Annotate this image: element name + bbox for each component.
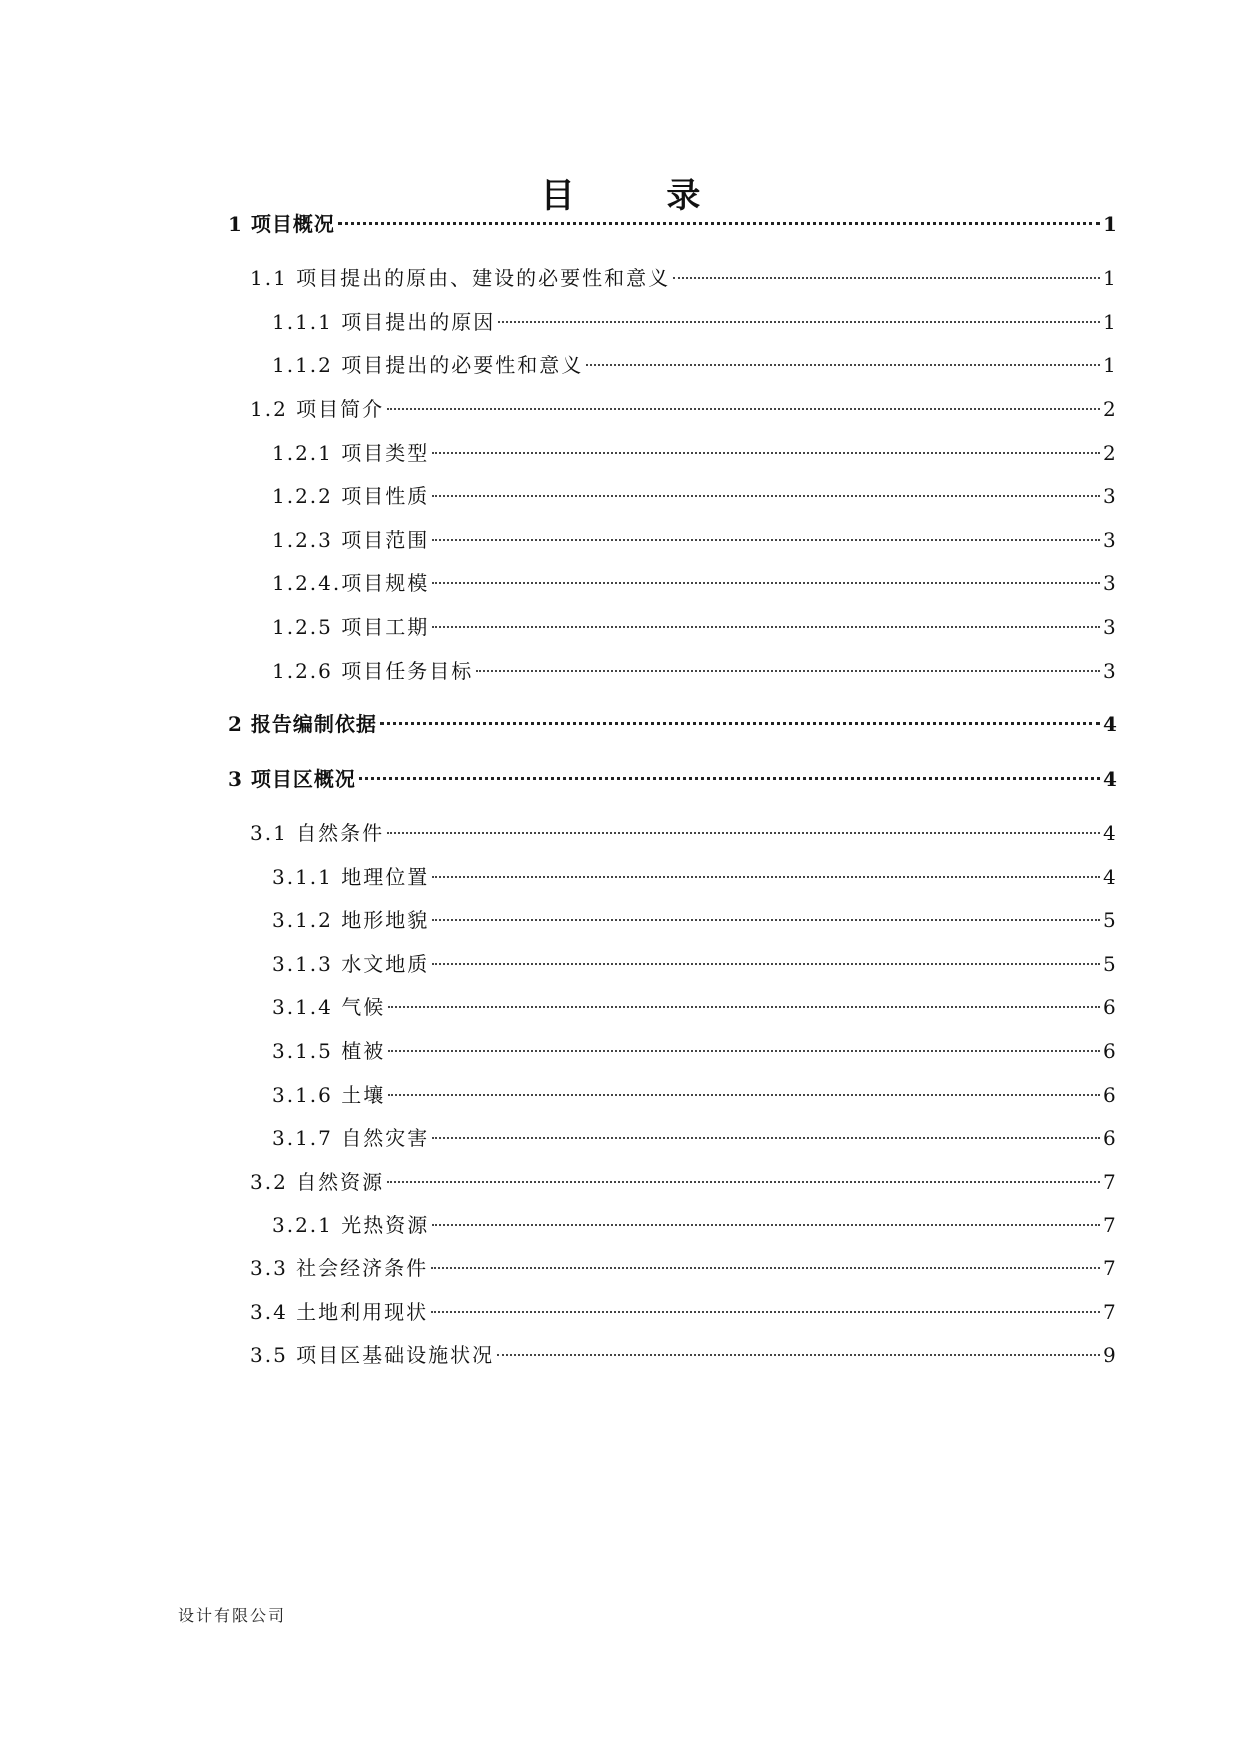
- toc-entry-page-number: 1: [1103, 266, 1116, 290]
- toc-entry[interactable]: [0, 262, 1241, 294]
- dot-leader: [673, 277, 1100, 279]
- toc-entry[interactable]: [0, 611, 1241, 643]
- page-title: 目 录: [540, 176, 741, 216]
- dot-leader: [432, 452, 1100, 454]
- dot-leader: [497, 1354, 1100, 1356]
- toc-entry[interactable]: [0, 1166, 1241, 1198]
- toc-entry-title: 3.4 土地利用现状: [250, 1300, 429, 1324]
- toc-entry-title: 3.1 自然条件: [250, 821, 385, 845]
- toc-entry-title: 3.1.2 地形地貌: [272, 908, 430, 932]
- footer-company: 设计有限公司: [178, 1606, 287, 1625]
- toc-entry-page-number: 3: [1103, 659, 1116, 683]
- dot-leader: [432, 1224, 1100, 1226]
- toc-entry-title: 3.1.3 水文地质: [272, 952, 430, 976]
- dot-leader: [476, 670, 1100, 672]
- toc-entry-title: 1.2.3 项目范围: [272, 528, 430, 552]
- toc-entry[interactable]: [0, 904, 1241, 936]
- toc-entry-title: 3.1.1 地理位置: [272, 865, 430, 889]
- toc-entry-page-number: 7: [1103, 1213, 1116, 1237]
- toc-entry[interactable]: [0, 208, 1241, 240]
- toc-entry-title: 3.5 项目区基础设施状况: [250, 1343, 495, 1367]
- toc-entry[interactable]: [0, 1252, 1241, 1284]
- toc-entry[interactable]: [0, 1296, 1241, 1328]
- dot-leader: [388, 1050, 1100, 1052]
- toc-entry-page-number: 3: [1103, 571, 1116, 595]
- dot-leader: [432, 919, 1100, 921]
- toc-entry[interactable]: [0, 655, 1241, 687]
- toc-entry-title: 1.2.5 项目工期: [272, 615, 430, 639]
- toc-entry-page-number: 1: [1103, 310, 1116, 334]
- dot-leader: [380, 722, 1100, 725]
- toc-entry[interactable]: [0, 861, 1241, 893]
- toc-entry-page-number: 9: [1103, 1343, 1116, 1367]
- toc-entry-page-number: 5: [1103, 952, 1116, 976]
- dot-leader: [359, 777, 1100, 780]
- toc-entry[interactable]: [0, 1035, 1241, 1067]
- toc-entry-page-number: 3: [1103, 528, 1116, 552]
- toc-entry[interactable]: [0, 567, 1241, 599]
- toc-entry-page-number: 7: [1103, 1300, 1116, 1324]
- toc-entry-page-number: 4: [1103, 865, 1116, 889]
- toc-entry[interactable]: [0, 991, 1241, 1023]
- toc-entry-title: 1.2.2 项目性质: [272, 484, 430, 508]
- toc-entry-page-number: 5: [1103, 908, 1116, 932]
- toc-entry[interactable]: [0, 480, 1241, 512]
- toc-entry[interactable]: [0, 437, 1241, 469]
- toc-entry-title: 3.2.1 光热资源: [272, 1213, 430, 1237]
- dot-leader: [432, 539, 1100, 541]
- toc-entry-title: 3.1.4 气候: [272, 995, 386, 1019]
- toc-entry-title: 3 项目区概况: [228, 767, 356, 791]
- toc-entry[interactable]: [0, 393, 1241, 425]
- dot-leader: [387, 832, 1100, 834]
- toc-entry-page-number: 6: [1103, 1083, 1116, 1107]
- dot-leader: [388, 1006, 1100, 1008]
- toc-entry-title: 1.2.4.项目规模: [272, 571, 430, 595]
- toc-entry-page-number: 7: [1103, 1256, 1116, 1280]
- toc-entry-title: 3.3 社会经济条件: [250, 1256, 429, 1280]
- toc-entry-title: 1.2.6 项目任务目标: [272, 659, 474, 683]
- toc-entry-page-number: 4: [1103, 712, 1117, 736]
- toc-entry-page-number: 4: [1103, 821, 1116, 845]
- toc-entry[interactable]: [0, 763, 1241, 795]
- dot-leader: [586, 364, 1100, 366]
- toc-entry-title: 1.1.1 项目提出的原因: [272, 310, 496, 334]
- toc-entry[interactable]: [0, 1339, 1241, 1371]
- toc-entry-title: 1.2 项目简介: [250, 397, 385, 421]
- dot-leader: [387, 408, 1100, 410]
- toc-entry-title: 1.1.2 项目提出的必要性和意义: [272, 353, 584, 377]
- toc-entry-page-number: 7: [1103, 1170, 1116, 1194]
- toc-entry-page-number: 4: [1103, 767, 1117, 791]
- dot-leader: [388, 1094, 1100, 1096]
- toc-entry[interactable]: [0, 349, 1241, 381]
- toc-entry-title: 3.2 自然资源: [250, 1170, 385, 1194]
- toc-entry-title: 1.2.1 项目类型: [272, 441, 430, 465]
- toc-entry-title: 2 报告编制依据: [228, 712, 377, 736]
- toc-entry-title: 3.1.6 土壤: [272, 1083, 386, 1107]
- toc-entry-page-number: 1: [1103, 212, 1117, 236]
- toc-entry-page-number: 1: [1103, 353, 1116, 377]
- dot-leader: [431, 1267, 1100, 1269]
- toc-entry-page-number: 2: [1103, 441, 1116, 465]
- toc-entry[interactable]: [0, 708, 1241, 740]
- toc-entry-title: 1 项目概况: [228, 212, 335, 236]
- toc-entry[interactable]: [0, 948, 1241, 980]
- dot-leader: [498, 321, 1100, 323]
- toc-entry-page-number: 3: [1103, 484, 1116, 508]
- toc-entry-title: 3.1.5 植被: [272, 1039, 386, 1063]
- dot-leader: [387, 1181, 1100, 1183]
- toc-entry[interactable]: [0, 524, 1241, 556]
- toc-entry[interactable]: [0, 1209, 1241, 1241]
- dot-leader: [432, 495, 1100, 497]
- toc-entry[interactable]: [0, 1122, 1241, 1154]
- dot-leader: [432, 582, 1100, 584]
- toc-entry[interactable]: [0, 306, 1241, 338]
- toc-entry-page-number: 6: [1103, 1126, 1116, 1150]
- toc-entry-page-number: 3: [1103, 615, 1116, 639]
- dot-leader: [432, 963, 1100, 965]
- toc-entry-page-number: 6: [1103, 995, 1116, 1019]
- dot-leader: [432, 1137, 1100, 1139]
- dot-leader: [431, 1311, 1100, 1313]
- dot-leader: [432, 876, 1100, 878]
- toc-entry-title: 3.1.7 自然灾害: [272, 1126, 430, 1150]
- toc-entry[interactable]: [0, 1079, 1241, 1111]
- toc-entry-page-number: 2: [1103, 397, 1116, 421]
- dot-leader: [338, 222, 1100, 225]
- toc-entry-page-number: 6: [1103, 1039, 1116, 1063]
- toc-entry-title: 1.1 项目提出的原由、建设的必要性和意义: [250, 266, 671, 290]
- dot-leader: [432, 626, 1100, 628]
- toc-entry[interactable]: [0, 817, 1241, 849]
